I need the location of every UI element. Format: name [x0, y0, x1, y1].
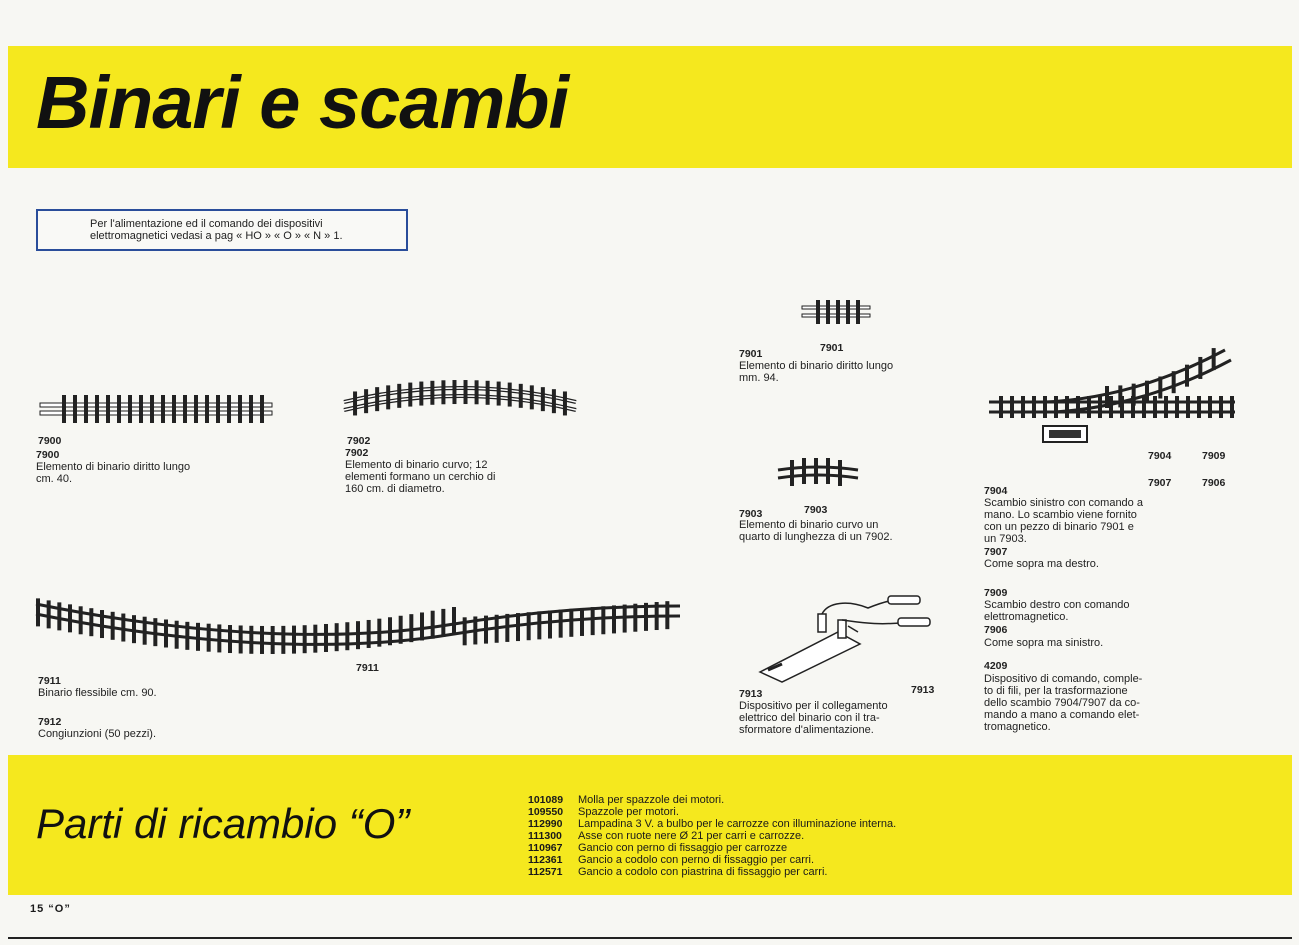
product-desc: to di fili, per la trasformazione — [984, 685, 1128, 697]
page-number: 15 “O” — [30, 903, 71, 915]
product-code-7902: 7902 — [345, 447, 369, 459]
track-sleeper — [324, 624, 328, 652]
product-desc: Scambio sinistro con comando a — [984, 497, 1143, 509]
track-sleeper — [121, 614, 125, 642]
track-sleeper — [172, 395, 176, 423]
track-sleeper — [313, 625, 317, 653]
product-code-7911: 7911 — [38, 675, 61, 687]
track-sleeper — [591, 607, 595, 635]
track-sleeper — [143, 617, 147, 645]
connector-7913-illustration — [748, 592, 938, 682]
part-code: 112990 — [528, 818, 563, 830]
track-sleeper — [1109, 396, 1113, 418]
track-sleeper — [1185, 365, 1189, 387]
track-sleeper — [260, 626, 264, 654]
track-sleeper — [644, 603, 648, 631]
part-code: 101089 — [528, 794, 564, 806]
track-sleeper — [386, 385, 390, 409]
product-code-7903: 7903 — [739, 508, 763, 520]
track-sleeper — [505, 614, 509, 642]
product-desc: Come sopra ma destro. — [984, 558, 1099, 570]
product-desc: dello scambio 7904/7907 da co- — [984, 697, 1140, 709]
track-sleeper — [303, 625, 307, 653]
product-desc: Elemento di binario diritto lungo — [739, 360, 894, 372]
list-item — [528, 794, 896, 806]
track-sleeper — [353, 391, 357, 415]
turnout-7904-illustration — [985, 338, 1240, 448]
fig-code-7900: 7900 — [38, 435, 62, 447]
product-code-7900: 7900 — [36, 449, 60, 461]
part-desc: Molla per spazzole dei motori. — [578, 794, 725, 806]
fig-code-7904: 7904 — [1148, 450, 1172, 462]
track-sleeper — [633, 604, 637, 632]
track-sleeper — [530, 385, 534, 409]
track-sleeper — [194, 395, 198, 423]
product-desc: Elemento di binario diritto lungo — [36, 461, 191, 473]
product-code-7909: 7909 — [984, 587, 1008, 599]
track-sleeper — [95, 395, 99, 423]
track-sleeper — [999, 396, 1003, 418]
track-sleeper — [452, 380, 456, 404]
product-desc: mm. 94. — [739, 372, 779, 384]
product-desc: con un pezzo di binario 7901 e — [984, 521, 1134, 533]
product-code-7907: 7907 — [984, 546, 1008, 558]
track-sleeper — [1175, 396, 1179, 418]
track-sleeper — [1172, 371, 1176, 393]
fig-code-7901: 7901 — [820, 342, 844, 354]
track-sleeper — [128, 395, 132, 423]
notice-line: elettromagnetici vedasi a pag « HO » « O » « N » 1. — [90, 230, 343, 242]
track-sleeper — [175, 621, 179, 649]
track-sleeper — [452, 607, 456, 635]
product-desc: Scambio destro con comando — [984, 599, 1130, 611]
product-desc: Elemento di binario curvo un — [739, 519, 879, 531]
track-sleeper — [409, 614, 413, 642]
track-sleeper — [495, 615, 499, 643]
part-desc: Gancio a codolo con piastrina di fissaggio per carri. — [578, 866, 828, 878]
track-sleeper — [463, 617, 467, 645]
track-sleeper — [47, 600, 51, 628]
track-sleeper — [623, 605, 627, 633]
track-sleeper — [419, 382, 423, 406]
track-sleeper — [1198, 357, 1202, 379]
product-desc: Dispositivo di comando, comple- — [984, 673, 1143, 685]
product-code-7912: 7912 — [38, 716, 62, 728]
track-sleeper — [497, 382, 501, 406]
track-sleeper — [552, 389, 556, 413]
track-sleeper — [207, 624, 211, 652]
track-sleeper — [79, 606, 83, 634]
product-code-7901: 7901 — [739, 348, 763, 360]
list-item — [528, 806, 896, 818]
track-sleeper — [161, 395, 165, 423]
track-sleeper — [484, 616, 488, 644]
part-desc: Spazzole per motori. — [578, 806, 679, 818]
product-desc: Binario flessibile cm. 90. — [38, 687, 157, 699]
track-sleeper — [399, 616, 403, 644]
track-sleeper — [408, 383, 412, 407]
part-code: 110967 — [528, 842, 563, 854]
track-sleeper — [1118, 385, 1122, 407]
track-sleeper — [464, 380, 468, 404]
track-sleeper — [559, 610, 563, 638]
track-sleeper — [36, 598, 40, 626]
track-sleeper — [601, 606, 605, 634]
track-sleeper — [441, 380, 445, 404]
fig-code-7902: 7902 — [347, 435, 371, 447]
track-sleeper — [548, 611, 552, 639]
track-7901-illustration — [800, 292, 872, 332]
track-sleeper — [239, 625, 243, 653]
product-desc: elettromagnetico. — [984, 611, 1069, 623]
track-sleeper — [388, 617, 392, 645]
product-code-4209: 4209 — [984, 660, 1008, 672]
track-sleeper — [1158, 377, 1162, 399]
track-sleeper — [183, 395, 187, 423]
list-item — [528, 818, 896, 830]
part-code: 112571 — [528, 866, 563, 878]
track-sleeper — [1076, 396, 1080, 418]
track-sleeper — [238, 395, 242, 423]
track-sleeper — [100, 610, 104, 638]
part-desc: Gancio con perno di fissaggio per carrozze — [578, 842, 788, 854]
track-sleeper — [475, 380, 479, 404]
list-item — [528, 830, 896, 842]
track-sleeper — [73, 395, 77, 423]
track-sleeper — [569, 609, 573, 637]
track-7911-illustration — [34, 594, 684, 652]
track-sleeper — [508, 383, 512, 407]
product-desc: mando a mano a comando elet- — [984, 709, 1140, 721]
track-sleeper — [375, 387, 379, 411]
track-sleeper — [431, 611, 435, 639]
fig-code-7903: 7903 — [804, 504, 828, 516]
fig-code-7911: 7911 — [356, 662, 379, 674]
track-sleeper — [62, 395, 66, 423]
track-sleeper — [139, 395, 143, 423]
product-desc: cm. 40. — [36, 473, 73, 485]
part-code: 109550 — [528, 806, 564, 818]
track-sleeper — [1145, 381, 1149, 403]
track-sleeper — [345, 622, 349, 650]
track-sleeper — [473, 616, 477, 644]
part-desc: Gancio a codolo con perno di fissaggio per carri. — [578, 854, 815, 866]
track-sleeper — [486, 381, 490, 405]
track-sleeper — [89, 608, 93, 636]
fig-code-7906: 7906 — [1202, 477, 1226, 489]
product-desc: quarto di lunghezza di un 7902. — [739, 531, 893, 543]
track-sleeper — [153, 618, 157, 646]
track-sleeper — [397, 384, 401, 408]
track-sleeper — [541, 387, 545, 411]
track-7900-illustration — [38, 385, 278, 427]
track-sleeper — [527, 612, 531, 640]
track-sleeper — [612, 605, 616, 633]
track-sleeper — [260, 395, 264, 423]
track-sleeper — [367, 620, 371, 648]
track-sleeper — [655, 602, 659, 630]
spare-parts-list — [528, 794, 896, 878]
track-sleeper — [580, 608, 584, 636]
track-sleeper — [665, 601, 669, 629]
track-sleeper — [249, 626, 253, 654]
track-sleeper — [1065, 396, 1069, 418]
track-sleeper — [516, 613, 520, 641]
page-title: Binari e scambi — [36, 61, 569, 144]
product-code-7904: 7904 — [984, 485, 1008, 497]
fig-code-7907: 7907 — [1148, 477, 1172, 489]
fig-code-7909: 7909 — [1202, 450, 1226, 462]
footer-rule — [8, 937, 1292, 939]
track-sleeper — [217, 624, 221, 652]
track-sleeper — [563, 391, 567, 415]
product-desc: Dispositivo per il collegamento — [739, 700, 888, 712]
track-sleeper — [216, 395, 220, 423]
track-sleeper — [150, 395, 154, 423]
track-sleeper — [1087, 396, 1091, 418]
product-desc: mano. Lo scambio viene fornito — [984, 509, 1137, 521]
track-sleeper — [205, 395, 209, 423]
track-sleeper — [1197, 396, 1201, 418]
track-sleeper — [441, 609, 445, 637]
track-sleeper — [1032, 396, 1036, 418]
track-sleeper — [1132, 384, 1136, 406]
track-sleeper — [106, 395, 110, 423]
track-sleeper — [271, 626, 275, 654]
product-desc: Come sopra ma sinistro. — [984, 637, 1104, 649]
track-sleeper — [1186, 396, 1190, 418]
track-sleeper — [335, 623, 339, 651]
list-item — [528, 866, 896, 878]
track-7903-illustration — [776, 452, 860, 492]
track-sleeper — [185, 622, 189, 650]
track-sleeper — [364, 389, 368, 413]
product-desc: tromagnetico. — [984, 721, 1051, 733]
track-sleeper — [84, 395, 88, 423]
product-desc: elementi formano un cerchio di — [345, 471, 496, 483]
list-item — [528, 842, 896, 854]
product-desc: 160 cm. di diametro. — [345, 483, 445, 495]
track-sleeper — [292, 626, 296, 654]
list-item — [528, 854, 896, 866]
track-sleeper — [1164, 396, 1168, 418]
track-7902-illustration — [340, 372, 580, 428]
track-sleeper — [1212, 348, 1216, 370]
product-code-7913: 7913 — [739, 688, 763, 700]
track-sleeper — [164, 619, 168, 647]
product-desc: sformatore d'alimentazione. — [739, 724, 874, 736]
part-desc: Lampadina 3 V. a bulbo per le carrozze con illuminazione interna. — [578, 818, 897, 830]
track-sleeper — [430, 381, 434, 405]
track-sleeper — [111, 612, 115, 640]
product-desc: Congiunzioni (50 pezzi). — [38, 728, 157, 740]
track-sleeper — [537, 611, 541, 639]
track-sleeper — [1230, 396, 1234, 418]
track-sleeper — [228, 625, 232, 653]
track-sleeper — [1054, 396, 1058, 418]
product-desc: elettrico del binario con il tra- — [739, 712, 880, 724]
track-sleeper — [519, 384, 523, 408]
part-desc: Asse con ruote nere Ø 21 per carri e carrozze. — [578, 830, 805, 842]
track-sleeper — [1021, 396, 1025, 418]
track-sleeper — [1098, 396, 1102, 418]
track-sleeper — [249, 395, 253, 423]
track-sleeper — [1153, 396, 1157, 418]
product-desc: un 7903. — [984, 533, 1027, 545]
track-sleeper — [1219, 396, 1223, 418]
track-sleeper — [1105, 386, 1109, 408]
track-sleeper — [117, 395, 121, 423]
track-sleeper — [57, 602, 61, 630]
track-sleeper — [1208, 396, 1212, 418]
product-code-7906: 7906 — [984, 624, 1008, 636]
part-code: 111300 — [528, 830, 562, 842]
notice-box — [36, 209, 408, 251]
product-desc: Elemento di binario curvo; 12 — [345, 459, 488, 471]
track-sleeper — [356, 621, 360, 649]
track-sleeper — [227, 395, 231, 423]
spare-parts-title: Parti di ricambio “O” — [36, 800, 410, 847]
track-sleeper — [1043, 396, 1047, 418]
track-sleeper — [1010, 396, 1014, 418]
track-sleeper — [68, 604, 72, 632]
notice-line: Per l'alimentazione ed il comando dei dispositivi — [90, 218, 323, 230]
fig-code-7913: 7913 — [911, 684, 935, 696]
track-sleeper — [196, 623, 200, 651]
track-sleeper — [132, 615, 136, 643]
part-code: 112361 — [528, 854, 563, 866]
track-sleeper — [281, 626, 285, 654]
track-sleeper — [377, 619, 381, 647]
track-sleeper — [420, 612, 424, 640]
